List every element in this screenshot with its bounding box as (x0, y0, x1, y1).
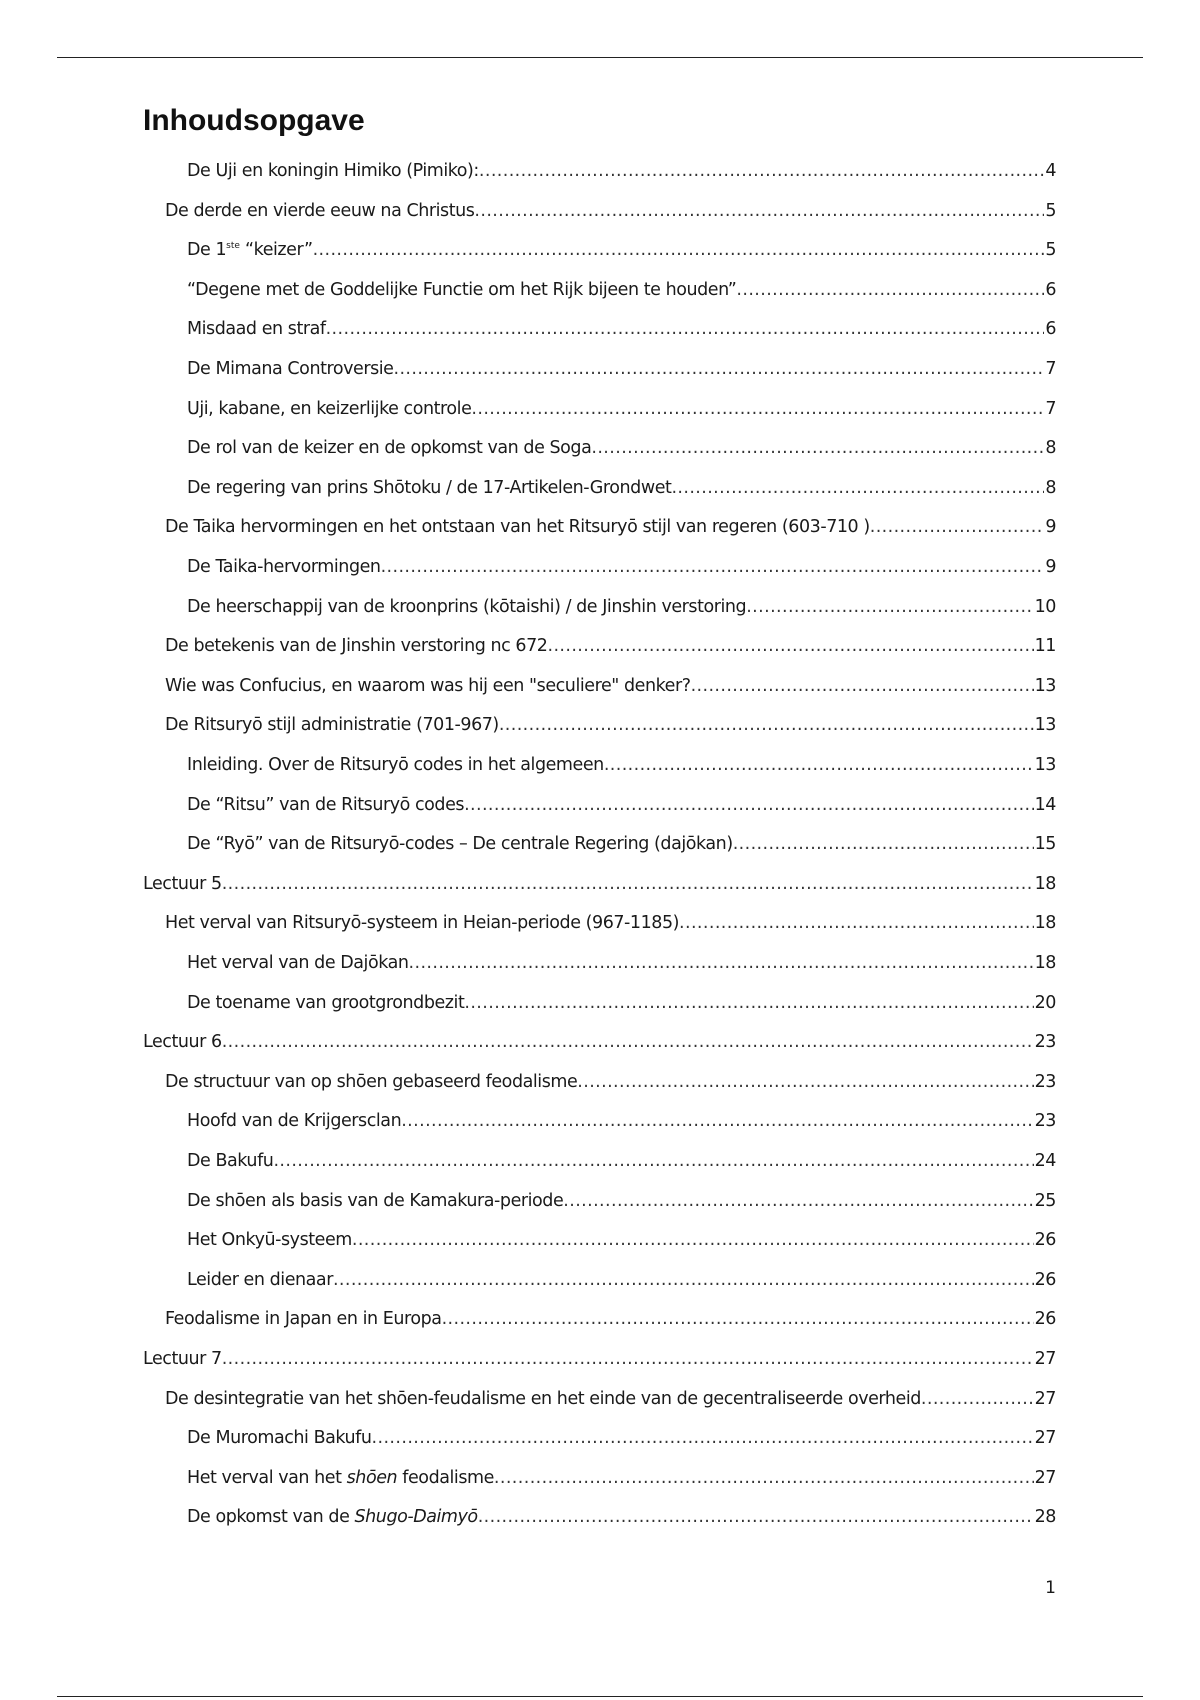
toc-page-number: 13 (1034, 676, 1056, 696)
toc-label-text: “keizer” (239, 240, 313, 260)
toc-dot-leader (401, 1107, 1033, 1135)
toc-entry[interactable] (187, 355, 1056, 383)
toc-entry-label (187, 276, 736, 304)
toc-page-number: 9 (1045, 557, 1056, 577)
toc-entry-label (187, 949, 409, 977)
toc-dot-leader (577, 1068, 1033, 1096)
toc-label-italic: shōen (346, 1468, 398, 1488)
toc-entry[interactable] (187, 315, 1056, 343)
toc-label-text: Inleiding. Over de Ritsuryō codes in het algemeen (187, 755, 604, 775)
toc-entry-label (165, 909, 679, 937)
toc-entry-label (143, 1345, 222, 1373)
toc-dot-leader (478, 1503, 1034, 1531)
header-rule (57, 57, 1143, 58)
toc-dot-leader (921, 1385, 1034, 1413)
toc-label-text: De “Ryō” van de Ritsuryō-codes – De centrale Regering (dajōkan) (187, 834, 733, 854)
toc-page-number: 23 (1034, 1072, 1056, 1092)
toc-dot-leader (313, 236, 1045, 264)
page-title: Inhoudsopgave (143, 104, 365, 137)
toc-dot-leader (381, 553, 1045, 581)
toc-entry[interactable] (165, 672, 1056, 700)
toc-entry[interactable] (187, 830, 1056, 858)
toc-page-number: 26 (1034, 1309, 1056, 1329)
toc-entry-label (187, 434, 591, 462)
toc-page-number: 18 (1034, 874, 1056, 894)
toc-entry-label (187, 1147, 273, 1175)
toc-page-number: 9 (1045, 517, 1056, 537)
toc-label-text: Lectuur 5 (143, 874, 222, 894)
toc-dot-leader (222, 870, 1034, 898)
toc-dot-leader (563, 1187, 1033, 1215)
toc-entry[interactable] (187, 236, 1056, 264)
toc-entry-label (187, 355, 393, 383)
toc-label-text: Hoofd van de Krijgersclan (187, 1111, 402, 1131)
toc-entry[interactable] (187, 593, 1056, 621)
toc-page-number: 27 (1034, 1349, 1056, 1369)
toc-page-number: 8 (1045, 478, 1056, 498)
toc-label-text: Uji, kabane, en keizerlijke controle (187, 399, 472, 419)
toc-entry-label (143, 1028, 222, 1056)
toc-dot-leader (499, 711, 1034, 739)
toc-entry-label (165, 513, 870, 541)
toc-entry[interactable] (143, 870, 1056, 898)
toc-label-text: Het Onkyū-systeem (187, 1230, 352, 1250)
toc-entry[interactable] (187, 1464, 1056, 1492)
toc-entry[interactable] (187, 434, 1056, 462)
toc-entry[interactable] (143, 1028, 1056, 1056)
toc-label-text: De Bakufu (187, 1151, 274, 1171)
toc-page-number: 23 (1034, 1032, 1056, 1052)
toc-entry[interactable] (187, 751, 1056, 779)
toc-entry[interactable] (165, 1385, 1056, 1413)
toc-entry[interactable] (187, 474, 1056, 502)
toc-entry-label (187, 553, 381, 581)
toc-entry-label (187, 593, 746, 621)
toc-entry[interactable] (165, 711, 1056, 739)
toc-entry-label (187, 989, 464, 1017)
toc-label-italic: Shugo-Daimyō (354, 1507, 478, 1527)
toc-entry-label (187, 1503, 478, 1531)
toc-page-number: 7 (1045, 359, 1056, 379)
toc-dot-leader (474, 197, 1044, 225)
toc-page-number: 28 (1034, 1507, 1056, 1527)
toc-label-text: De “Ritsu” van de Ritsuryō codes (187, 795, 465, 815)
toc-label-text: De heerschappij van de kroonprins (kōtaishi) / de Jinshin verstoring (187, 597, 747, 617)
toc-dot-leader (471, 395, 1044, 423)
toc-page-number: 5 (1045, 240, 1056, 260)
toc-label-text: Misdaad en straf (187, 319, 326, 339)
toc-entry-label (187, 791, 464, 819)
toc-page-number: 20 (1034, 993, 1056, 1013)
toc-entry[interactable] (143, 1345, 1056, 1373)
toc-label-text: De Taika-hervormingen (187, 557, 381, 577)
page-number: 1 (1045, 1578, 1056, 1598)
toc-entry-label (187, 830, 733, 858)
toc-page-number: 27 (1034, 1428, 1056, 1448)
toc-entry-label (187, 751, 604, 779)
toc-dot-leader (604, 751, 1034, 779)
toc-page-number: 6 (1045, 280, 1056, 300)
toc-page-number: 27 (1034, 1389, 1056, 1409)
toc-entry[interactable] (165, 909, 1056, 937)
toc-page-number: 18 (1034, 953, 1056, 973)
toc-dot-leader (372, 1424, 1034, 1452)
toc-label-text: De derde en vierde eeuw na Christus (165, 201, 475, 221)
toc-label-text: De structuur van op shōen gebaseerd feodalisme (165, 1072, 578, 1092)
toc-dot-leader (464, 989, 1033, 1017)
toc-entry[interactable] (187, 949, 1056, 977)
toc-page-number: 13 (1034, 755, 1056, 775)
toc-entry-label (187, 1107, 401, 1135)
toc-dot-leader (736, 276, 1044, 304)
toc-label-text: Leider en dienaar (187, 1270, 333, 1290)
toc-entry-label (187, 1187, 563, 1215)
toc-page-number: 11 (1034, 636, 1056, 656)
toc-dot-leader (326, 315, 1045, 343)
toc-entry-label (165, 711, 499, 739)
toc-entry-label (165, 1385, 921, 1413)
toc-label-text: De Mimana Controversie (187, 359, 394, 379)
toc-label-text: De Taika hervormingen en het ontstaan van het Ritsuryō stijl van regeren (603-710 ) (165, 517, 870, 537)
toc-label-superscript: ste (226, 241, 240, 251)
toc-dot-leader (333, 1266, 1034, 1294)
toc-entry-label (187, 1226, 352, 1254)
toc-entry[interactable] (187, 553, 1056, 581)
toc-dot-leader (464, 791, 1034, 819)
toc-label-text: De Muromachi Bakufu (187, 1428, 372, 1448)
toc-page-number: 10 (1034, 597, 1056, 617)
footer-rule (57, 1696, 1143, 1697)
toc-entry[interactable] (165, 197, 1056, 225)
toc-page-number: 4 (1045, 161, 1056, 181)
toc-entry-label (187, 1424, 372, 1452)
toc-dot-leader (352, 1226, 1034, 1254)
toc-label-text: De opkomst van de (187, 1507, 355, 1527)
toc-label-text: De toename van grootgrondbezit (187, 993, 465, 1013)
toc-dot-leader (442, 1305, 1034, 1333)
toc-label-text: De rol van de keizer en de opkomst van de Soga (187, 438, 592, 458)
toc-dot-leader (547, 632, 1033, 660)
toc-entry[interactable] (187, 1147, 1056, 1175)
toc-entry-label (187, 395, 471, 423)
toc-dot-leader (494, 1464, 1034, 1492)
toc-entry[interactable] (165, 1305, 1056, 1333)
toc-dot-leader (746, 593, 1033, 621)
toc-entry-label (187, 1266, 333, 1294)
toc-entry[interactable] (187, 157, 1056, 185)
toc-dot-leader (273, 1147, 1033, 1175)
toc-entry[interactable] (187, 791, 1056, 819)
toc-dot-leader (733, 830, 1034, 858)
toc-entry[interactable] (165, 632, 1056, 660)
toc-label-text: feodalisme (397, 1468, 494, 1488)
toc-entry[interactable] (187, 1503, 1056, 1531)
toc-dot-leader (393, 355, 1044, 383)
toc-label-text: De betekenis van de Jinshin verstoring nc 672 (165, 636, 548, 656)
toc-entry-label (165, 1068, 577, 1096)
toc-label-text: Lectuur 6 (143, 1032, 222, 1052)
toc-entry-label (165, 1305, 442, 1333)
toc-page-number: 15 (1034, 834, 1056, 854)
toc-label-text: De regering van prins Shōtoku / de 17-Artikelen-Grondwet (187, 478, 672, 498)
toc-page-number: 8 (1045, 438, 1056, 458)
toc-entry-label (187, 315, 326, 343)
toc-entry-label (187, 474, 671, 502)
toc-page-number: 25 (1034, 1191, 1056, 1211)
toc-entry-label (165, 632, 547, 660)
toc-dot-leader (870, 513, 1045, 541)
toc-label-text: Wie was Confucius, en waarom was hij een "seculiere" denker? (165, 676, 691, 696)
toc-entry[interactable] (165, 513, 1056, 541)
toc-label-text: Feodalisme in Japan en in Europa (165, 1309, 442, 1329)
toc-page-number: 5 (1045, 201, 1056, 221)
toc-entry[interactable] (187, 395, 1056, 423)
toc-entry[interactable] (187, 1107, 1056, 1135)
toc-entry-label (187, 1464, 494, 1492)
toc-label-text: Het verval van het (187, 1468, 347, 1488)
toc-entry[interactable] (187, 1187, 1056, 1215)
toc-label-text: Het verval van Ritsuryō-systeem in Heian-periode (967-1185) (165, 913, 680, 933)
toc-entry[interactable] (187, 276, 1056, 304)
toc-label-text: De Uji en koningin Himiko (Pimiko): (187, 161, 479, 181)
toc-page-number: 13 (1034, 715, 1056, 735)
toc-dot-leader (591, 434, 1044, 462)
toc-entry-label (143, 870, 222, 898)
toc-page-number: 6 (1045, 319, 1056, 339)
toc-entry-label (165, 672, 691, 700)
toc-dot-leader (409, 949, 1034, 977)
toc-label-text: De 1 (187, 240, 227, 260)
toc-dot-leader (222, 1028, 1034, 1056)
toc-label-text: De Ritsuryō stijl administratie (701-967) (165, 715, 499, 735)
toc-dot-leader (691, 672, 1034, 700)
toc-label-text: Het verval van de Dajōkan (187, 953, 409, 973)
toc-label-text: De shōen als basis van de Kamakura-periode (187, 1191, 564, 1211)
toc-dot-leader (222, 1345, 1034, 1373)
toc-page-number: 23 (1034, 1111, 1056, 1131)
toc-page-number: 26 (1034, 1230, 1056, 1250)
toc-entry[interactable] (187, 989, 1056, 1017)
toc-page-number: 27 (1034, 1468, 1056, 1488)
toc-page-number: 14 (1034, 795, 1056, 815)
toc-label-text: “Degene met de Goddelijke Functie om het Rijk bijeen te houden” (187, 280, 737, 300)
toc-entry-label (187, 236, 313, 264)
toc-dot-leader (479, 157, 1044, 185)
toc-entry[interactable] (187, 1424, 1056, 1452)
toc-entry[interactable] (187, 1266, 1056, 1294)
toc-page-number: 24 (1034, 1151, 1056, 1171)
toc-dot-leader (679, 909, 1034, 937)
toc-entry[interactable] (187, 1226, 1056, 1254)
toc-dot-leader (671, 474, 1044, 502)
toc-entry[interactable] (165, 1068, 1056, 1096)
toc-label-text: De desintegratie van het shōen-feudalisme en het einde van de gecentraliseerde overheid (165, 1389, 921, 1409)
toc-entry-label (165, 197, 474, 225)
toc-entry-label (187, 157, 479, 185)
toc-page-number: 18 (1034, 913, 1056, 933)
toc-label-text: Lectuur 7 (143, 1349, 222, 1369)
toc-page-number: 26 (1034, 1270, 1056, 1290)
toc-page-number: 7 (1045, 399, 1056, 419)
